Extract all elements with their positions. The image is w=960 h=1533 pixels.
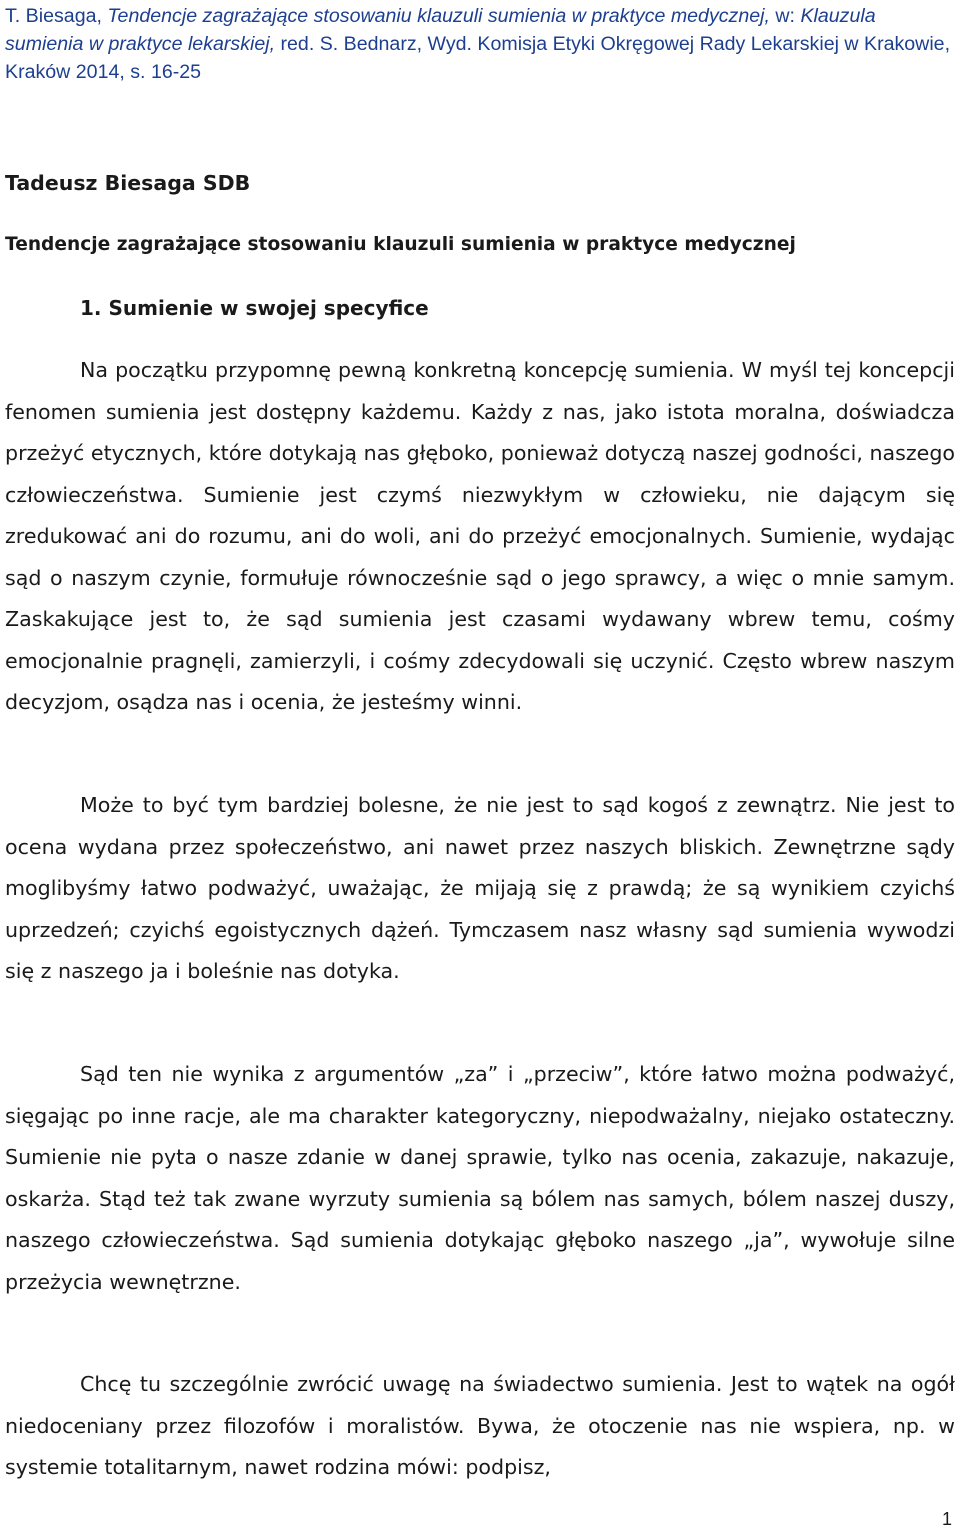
citation-article-title: Tendencje zagrażające stosowaniu klauzuli sumienia w praktyce medycznej, [107,5,776,27]
citation-header [5,2,955,86]
section-heading: 1. Sumienie w swojej specyfice [80,296,429,320]
body-paragraph: Na początku przypomnę pewną konkretną koncepcję sumienia. W myśl tej koncepcji fenomen sumienia jest dostępny każdemu. Każdy z nas, jako istota moralna, doświadcza przeżyć etycznych, które dotykają nas głęboko, ponieważ dotyczą naszej godności, naszego człowieczeństwa. Sumienie jest czymś niezwykłym w człowieku, nie dającym się zredukować ani do rozumu, ani do woli, ani do przeżyć emocjonalnych. Sumienie, wydając sąd o naszym czynie, formułuje równocześnie sąd o jego sprawcy, a więc o mnie samym. Zaskakujące jest to, że sąd sumienia jest czasami wydawany wbrew temu, cośmy emocjonalnie pragnęli, zamierzyli, i cośmy zdecydowali się uczynić. Często wbrew naszym decyzjom, osądza nas i ocenia, że jesteśmy winni. [5,358,955,714]
body-paragraph: Chcę tu szczególnie zwrócić uwagę na świadectwo sumienia. Jest to wątek na ogół niedoceniany przez filozofów i moralistów. Bywa, że otoczenie nas nie wspiera, np. w systemie totalitarnym, nawet rodzina mówi: podpisz, [5,1372,955,1479]
body-paragraph: Może to być tym bardziej bolesne, że nie jest to sąd kogoś z zewnątrz. Nie jest to ocena wydana przez społeczeństwo, ani nawet przez naszych bliskich. Zewnętrzne sądy moglibyśmy łatwo podważyć, uważając, że mijają się z prawdą; że są wynikiem czyichś uprzedzeń; czyichś egoistycznych dążeń. Tymczasem nasz własny sąd sumienia wywodzi się z naszego ja i boleśnie nas dotyka. [5,793,955,983]
citation-prefix: T. Biesaga, [5,5,108,27]
citation-publication-details: red. S. Bednarz, Wyd. Komisja Etyki Okręgowej Rady Lekarskiej w Krakowie, Kraków 2014, s. 16-25 [5,33,951,83]
body-paragraph: Sąd ten nie wynika z argumentów „za” i „przeciw”, które łatwo można podważyć, sięgając po inne racje, ale ma charakter kategoryczny, niepodważalny, niejako ostateczny. Sumienie nie pyta o nasze zdanie w danej sprawie, tylko nas ocenia, zakazuje, nakazuje, oskarża. Stąd też tak zwane wyrzuty sumienia są bólem nas samych, bólem naszej duszy, naszego człowieczeństwa. Sąd sumienia dotykając głęboko naszego „ja”, wywołuje silne przeżycia wewnętrzne. [5,1062,955,1294]
page-number: 1 [941,1509,952,1529]
author-name: Tadeusz Biesaga SDB [5,171,251,195]
citation-in-label: w: [775,5,801,27]
citation-book-title: Klauzula sumienia w praktyce lekarskiej, [5,5,876,55]
article-title: Tendencje zagrażające stosowaniu klauzuli sumienia w praktyce medycznej [5,234,796,255]
